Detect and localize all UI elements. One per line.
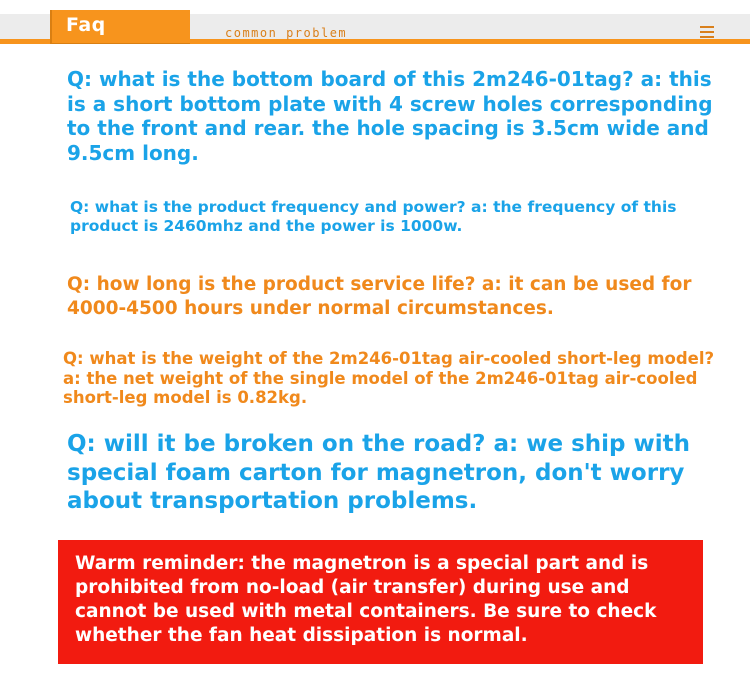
warm-reminder-box (58, 540, 703, 664)
faq-item-service-life: Q: how long is the product service life? a: it can be used for 4000-4500 hours under normal circumstances. (67, 274, 692, 319)
faq-tab-label: Faq (66, 14, 106, 36)
faq-item-frequency-power: Q: what is the product frequency and power? a: the frequency of this product is 2460mhz and the power is 1000w. (70, 198, 677, 235)
faq-item-bottom-board: Q: what is the bottom board of this 2m246-01tag? a: this is a short bottom plate with 4 screw holes corresponding to the front and rear. the hole spacing is 3.5cm wide and 9.5cm long. (67, 67, 713, 165)
faq-item-shipping: Q: will it be broken on the road? a: we ship with special foam carton for magnetron, don't worry about transportation problems. (67, 431, 691, 514)
faq-tab (50, 10, 190, 44)
faq-item-weight: Q: what is the weight of the 2m246-01tag air-cooled short-leg model? a: the net weight of the single model of the 2m246-01tag air-cooled short-leg model is 0.82kg. (63, 349, 715, 407)
faq-subtitle: common problem (225, 26, 348, 40)
hamburger-menu-icon (700, 26, 714, 38)
faq-header (0, 0, 750, 52)
warm-reminder-text: Warm reminder: the magnetron is a special part and is prohibited from no-load (air transfer) during use and cannot be used with metal containers. Be sure to check whether the fan heat dissipation is normal. (75, 553, 657, 646)
